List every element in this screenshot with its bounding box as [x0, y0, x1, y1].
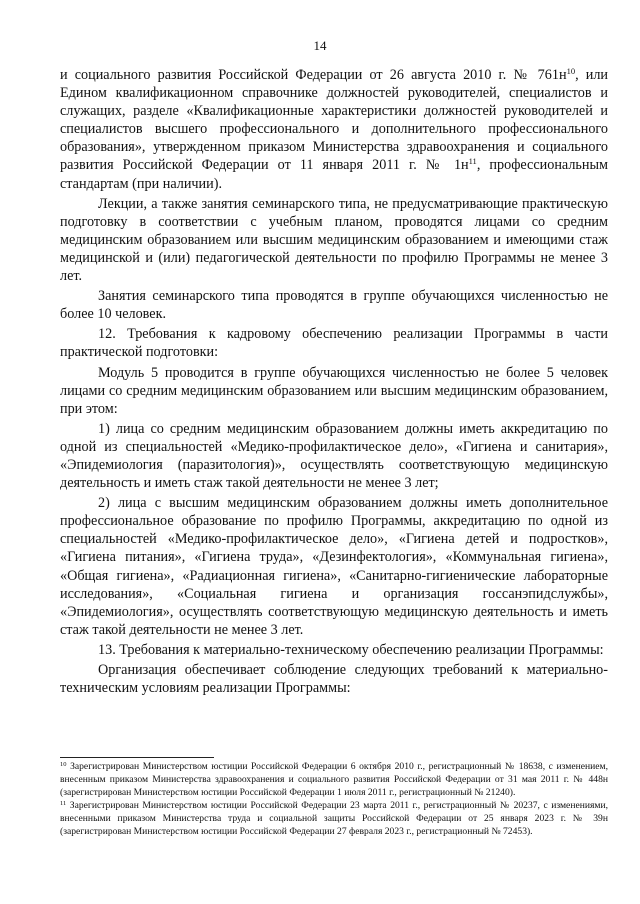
paragraph-text: 13. Требования к материально-техническому обеспечению реализации Программы:: [98, 641, 604, 658]
paragraph-text: Лекции, а также занятия семинарского типа, не предусматривающие практическую подготовку в соответствии с учебным планом, проводятся лицами со средним медицинским образованием или высшим медицинским образованием и имеющими стаж медицинской и (или) педагогической деятельности по профилю Программы не менее 3 лет.: [60, 195, 608, 285]
paragraph: [60, 641, 608, 659]
footnote-reference: 10: [566, 66, 576, 76]
footnote-separator: [60, 757, 214, 758]
document-body: [60, 66, 608, 699]
paragraph: [60, 364, 608, 418]
footnote-text: Зарегистрирован Министерством юстиции Российской Федерации 6 октября 2010 г., регистрационный № 18638, с изменением, внесенным приказом Министерства здравоохранения и социального развития Российской Федерации от 31 мая 2011 г. № 448н (зарегистрирован Министерством юстиции Российской Федерации 1 июля 2011 г., регистрационный № 21240).: [60, 761, 608, 798]
footnote: [60, 800, 608, 839]
paragraph-text: 2) лица с высшим медицинским образованием должны иметь дополнительное профессиональное образование по профилю Программы, аккредитацию по одной из специальностей «Медико-профилактическое дело», «Гигиена детей и подростков», «Гигиена питания», «Гигиена труда», «Дезинфектология», «Коммунальная гигиена», «Общая гигиена», «Радиационная гигиена», «Санитарно-гигиенические лабораторные исследования», «Социальная гигиена и организация госсанэпидслужбы», «Эпидемиология», осуществлять соответствующую медицинскую деятельность и иметь стаж такой деятельности не менее 3 лет.: [60, 495, 608, 638]
paragraph-text: , или Едином квалификационном справочнике должностей руководителей, специалистов и служащих, разделе «Квалификационные характеристики должностей руководителей и специалистов высшего профессионального и дополнительного профессионального образования», утвержденном приказом Министерства здравоохранения и социального развития Российской Федерации от 11 января 2011 г. № 1н: [60, 67, 608, 174]
footnote: [60, 761, 608, 800]
footnote-reference: 11: [468, 156, 477, 167]
paragraph: [60, 494, 608, 639]
footnotes: [60, 761, 608, 838]
paragraph-text: Модуль 5 проводится в группе обучающихся численностью не более 5 человек лицами со средним медицинским образованием или высшим медицинским образованием, при этом:: [60, 364, 608, 417]
page-number: 14: [313, 38, 327, 53]
paragraph: [60, 325, 608, 361]
footnote-mark: 11: [60, 799, 67, 807]
paragraph-text: 1) лица со средним медицинским образованием должны иметь аккредитацию по одной из специальностей «Медико-профилактическое дело», «Гигиена и санитария», «Эпидемиология (паразитология)», осуществлять соответствующую медицинскую деятельность и иметь стаж такой деятельности не менее 3 лет;: [60, 420, 608, 492]
paragraph-text: 12. Требования к кадровому обеспечению реализации Программы в части практической подготовки:: [60, 326, 608, 361]
footnote-mark: 10: [60, 761, 67, 768]
paragraph-text: и социального развития Российской Федерации от 26 августа 2010 г. № 761н: [60, 67, 567, 83]
paragraph: [60, 195, 608, 285]
paragraph: [60, 66, 608, 193]
footnote-text: Зарегистрирован Министерством юстиции Российской Федерации 23 марта 2011 г., регистрационный № 20237, с изменениями, внесенными приказом Министерства труда и социальной защиты Российской Федерации от 25 января 2023 г. № 39н (зарегистрирован Министерством юстиции Российской Федерации 27 февраля 2023 г., регистрационный № 72453).: [60, 799, 608, 837]
paragraph: [60, 420, 608, 492]
paragraph-text: , профессиональным стандартам (при наличии).: [60, 157, 608, 192]
paragraph-text: Занятия семинарского типа проводятся в группе обучающихся численностью не более 10 человек.: [60, 288, 608, 323]
paragraph: [60, 661, 608, 697]
paragraph: [60, 287, 608, 323]
paragraph-text: Организация обеспечивает соблюдение следующих требований к материально-техническим условиям реализации Программы:: [60, 662, 608, 697]
